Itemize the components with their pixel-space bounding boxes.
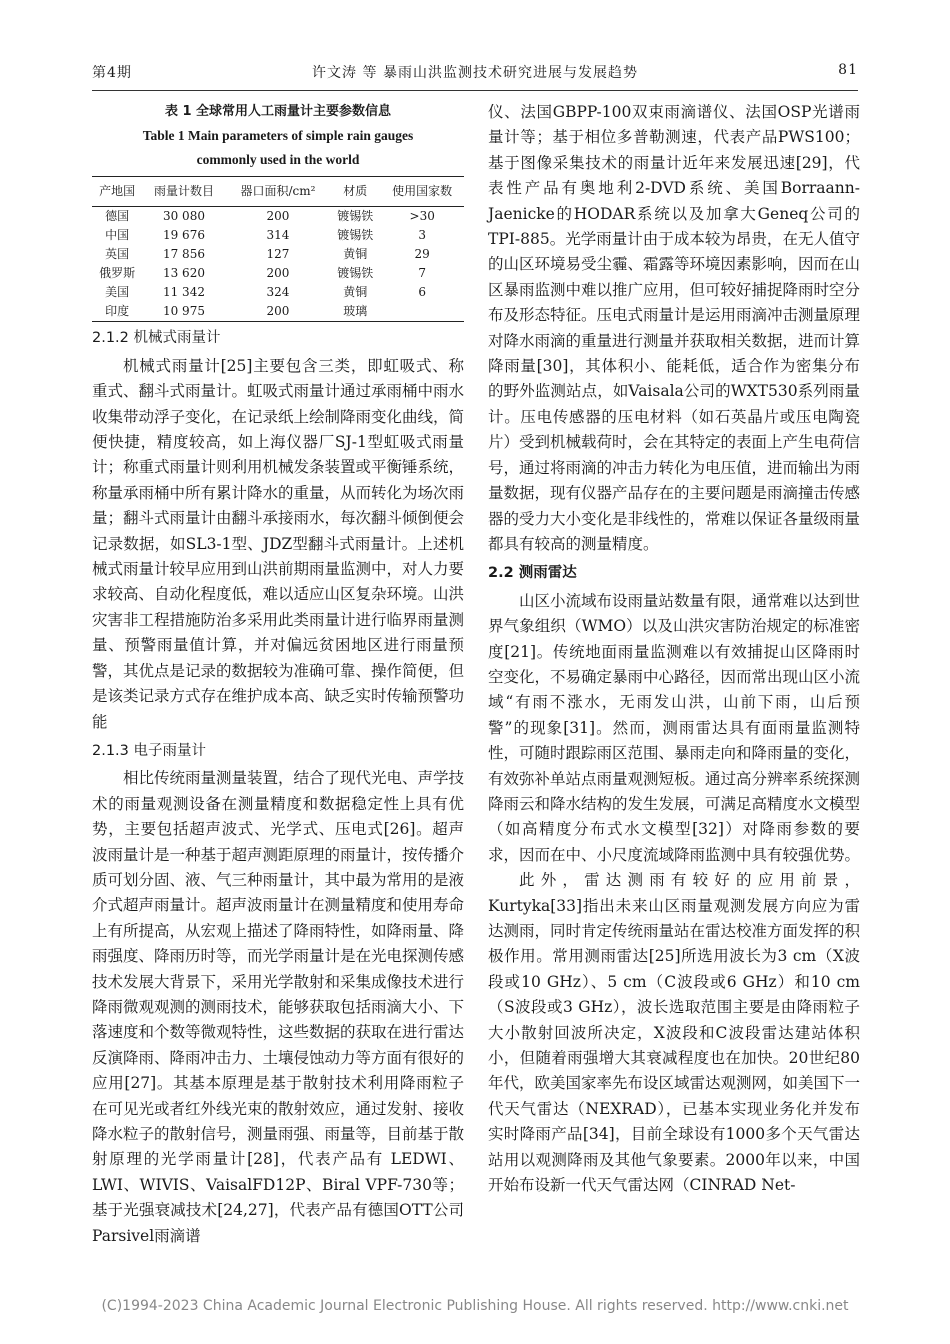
table-cell: 314 xyxy=(266,228,290,243)
paragraph-radar-prospects: 此外，雷达测雨有较好的应用前景，Kurtyka[33]指出未来山区雨量观测发展方向应为雷达测雨，同时肯定传统雨量站在雷达校准方面发挥的积极作用。常用测雨雷达[25]所选用波长为3 cm（X波段或10 GHz）、5 cm（C波段或6 GHz）和10 cm（S波段或3 GHz），波长选取范围主要是由降雨粒子大小散射回波所决定，X波段和C波段雷达建站体积小，但随着雨强增大其衰减程度也在加快。20世纪80年代，欧美国家率先布设区域雷达观测网，如美国下一代天气雷达（NEXRAD），已基本实现业务化并发布实时降雨产品[34]，目前全球设有1000多个天气雷达站用以观测降雨及其他气象要素。2000年以来，中国开始布设新一代天气雷达网（CINRAD Net- xyxy=(488,871,861,1195)
table-header-row xyxy=(92,177,464,207)
table-cell: 13 620 xyxy=(162,266,205,281)
table-cell: 3 xyxy=(418,228,426,243)
table-cell: 17 856 xyxy=(162,247,205,262)
table-header-cell: 产地国 xyxy=(92,177,142,207)
table-cell: 11 342 xyxy=(162,285,205,300)
rain-gauge-table xyxy=(92,176,464,322)
table-cell: 30 080 xyxy=(162,209,205,224)
table-cell: 19 676 xyxy=(162,228,205,243)
paragraph-mechanical-gauge: 机械式雨量计[25]主要包含三类，即虹吸式、称重式、翻斗式雨量计。虹吸式雨量计通过承雨桶中雨水收集带动浮子变化，在记录纸上绘制降雨变化曲线，简便快捷，精度较高，如上海仪器厂SJ-1型虹吸式雨量计；称重式雨量计则利用机械发条装置或平衡锤系统，称量承雨桶中所有累计降水的重量，从而转化为场次雨量；翻斗式雨量计由翻斗承接雨水，每次翻斗倾倒便会记录数据，如SL3-1型、JDZ型翻斗式雨量计。上述机械式雨量计较早应用到山洪前期雨量监测中，对人力要求较高、自动化程度低，难以适应山区复杂环境。山洪灾害非工程措施防治多采用此类雨量计进行临界雨量测量、预警雨量值计算，并对偏远贫困地区进行雨量预警，其优点是记录的数据较为准确可靠、操作简便，但是该类记录方式存在维护成本高、缺乏实时传输预警功能 xyxy=(92,356,465,731)
table-cell: 镀锡铁 xyxy=(337,266,374,281)
paragraph-radar-intro: 山区小流域布设雨量站数量有限，通常难以达到世界气象组织（WMO）以及山洪灾害防治规定的标准密度[21]。传统地面雨量监测难以有效捕捉山区降雨时空变化，不易确定暴雨中心路径，因而常出现山区小流域“有雨不涨水，无雨发山洪，山前下雨，山后预警”的现象[31]。然而，测雨雷达具有面雨量监测特性，可随时跟踪雨区范围、暴雨走向和降雨量的变化，有效弥补单站点雨量观测短板。通过高分辨率系统探测降雨云和降水结构的发生发展，可满足高精度水文模型（如高精度分布式水文模型[32]）对降雨参数的要求，因而在中、小尺度流域降雨监测中具有较强优势。 xyxy=(488,591,861,864)
section-heading-2-1-2: 2.1.2 机械式雨量计 xyxy=(92,330,221,347)
table-cell: 中国 xyxy=(105,228,130,243)
table-cell: 镀锡铁 xyxy=(337,228,374,243)
table-row xyxy=(92,207,464,227)
table-cell: 俄罗斯 xyxy=(99,266,136,281)
table-header-cell: 雨量计数目 xyxy=(142,177,226,207)
paragraph-electronic-gauge: 相比传统雨量测量装置，结合了现代光电、声学技术的雨量观测设备在测量精度和数据稳定性上具有优势，主要包括超声波式、光学式、压电式[26]。超声波雨量计是一种基于超声测距原理的雨量计，按传播介质可划分固、液、气三种雨量计，其中最为常用的是液介式超声雨量计。超声波雨量计在测量精度和使用寿命上有所提高，从宏观上描述了降雨特性，如降雨量、降雨强度、降雨历时等，而光学雨量计是在光电探测传感技术发展大背景下，采用光学散射和采集成像技术进行降雨微观观测的测雨技术，能够获取包括雨滴大小、下落速度和个数等微观特性，这些数据的获取在进行雷达反演降雨、降雨冲击力、土壤侵蚀动力等方面有很好的应用[27]。其基本原理是基于散射技术利用降雨粒子在可见光或者红外线光束的散射效应，通过发射、接收降水粒子的散射信号，测量雨强、雨量等，目前基于散射原理的光学雨量计[28]，代表产品有 LEDWI、LWI、WIVIS、VaisalFD12P、Biral VPF-730等；基于光强衰减技术[24,27]，代表产品有德国OTT公司Parsivel雨滴谱 xyxy=(92,769,465,1245)
table-cell: 200 xyxy=(266,209,290,224)
table-row xyxy=(92,283,464,302)
section-heading-2-2: 2.2 测雨雷达 xyxy=(488,565,577,582)
section-heading-2-1-3: 2.1.3 电子雨量计 xyxy=(92,742,207,759)
table-caption-cn: 表 1 全球常用人工雨量计主要参数信息 xyxy=(164,104,392,119)
table-cell: 黄铜 xyxy=(343,285,368,300)
paragraph-optical-piezo: 仪、法国GBPP-100双束雨滴谱仪、法国OSP光谱雨量计等；基于相位多普勒测速，代表产品PWS100；基于图像采集技术的雨量计近年来发展迅速[29]，代表性产品有奥地利2-DVD系统、美国Borraann-Jaenicke的HODAR系统以及加拿大Geneq公司的TPI-885。光学雨量计由于成本较为昂贵，在无人值守的山区环境易受尘霾、霜露等环境因素影响，因而在山区暴雨监测中难以推广应用，但可较好捕捉降雨时空分布及形态特征。压电式雨量计是运用雨滴冲击测量原理对降水雨滴的重量进行测量并获取相关数据，进而计算降雨量[30]，其体积小、能耗低，适合作为密集分布的野外监测站点，如Vaisala公司的WXT530系列雨量计。压电传感器的压电材料（如石英晶片或压电陶瓷片）受到机械载荷时，会在其特定的表面上产生电荷信号，通过将雨滴的冲击力转化为电压值，进而输出为雨量数据，现有仪器产品存在的主要问题是雨滴撞击传感器的受力大小变化是非线性的，常难以保证各量级雨量都具有较高的测量精度。 xyxy=(488,103,861,553)
table-caption-en-1: Table 1 Main parameters of simple rain gauges xyxy=(142,128,414,143)
copyright-footer: (C)1994-2023 China Academic Journal Electronic Publishing House. All rights reserved. http://www.cnki.net xyxy=(101,1298,849,1314)
table-row xyxy=(92,264,464,283)
table-cell: 127 xyxy=(266,247,290,262)
table-cell: 美国 xyxy=(105,285,130,300)
table-cell: 黄铜 xyxy=(343,247,368,262)
table-cell: 镀锡铁 xyxy=(337,209,374,224)
table-cell: 玻璃 xyxy=(330,302,380,322)
left-column xyxy=(92,100,464,1249)
table-row xyxy=(92,226,464,245)
table-cell: 印度 xyxy=(92,302,142,322)
table-caption-en-2: commonly used in the world xyxy=(196,152,360,167)
table-header-cell: 材质 xyxy=(330,177,380,207)
table-cell: 324 xyxy=(266,285,290,300)
table-header-cell: 器口面积/cm² xyxy=(226,177,330,207)
table-row xyxy=(92,245,464,264)
table-cell: 英国 xyxy=(105,247,130,262)
table-cell: 7 xyxy=(418,266,426,281)
table-cell: >30 xyxy=(409,209,435,224)
table-header-cell: 使用国家数 xyxy=(380,177,464,207)
table-cell: 200 xyxy=(266,266,290,281)
table-cell: 德国 xyxy=(105,209,130,224)
right-column xyxy=(488,100,860,1198)
table-cell: 6 xyxy=(418,285,426,300)
running-title: 许文涛 等 暴雨山洪监测技术研究进展与发展趋势 xyxy=(312,65,638,81)
running-header xyxy=(92,62,858,88)
table-row xyxy=(92,302,464,322)
table-cell xyxy=(380,302,464,322)
page-number: 81 xyxy=(838,62,858,78)
header-rule xyxy=(92,90,858,91)
issue-number: 第4期 xyxy=(92,65,132,81)
table-cell: 200 xyxy=(226,302,330,322)
table-cell: 29 xyxy=(414,247,430,262)
table-cell: 10 975 xyxy=(142,302,226,322)
